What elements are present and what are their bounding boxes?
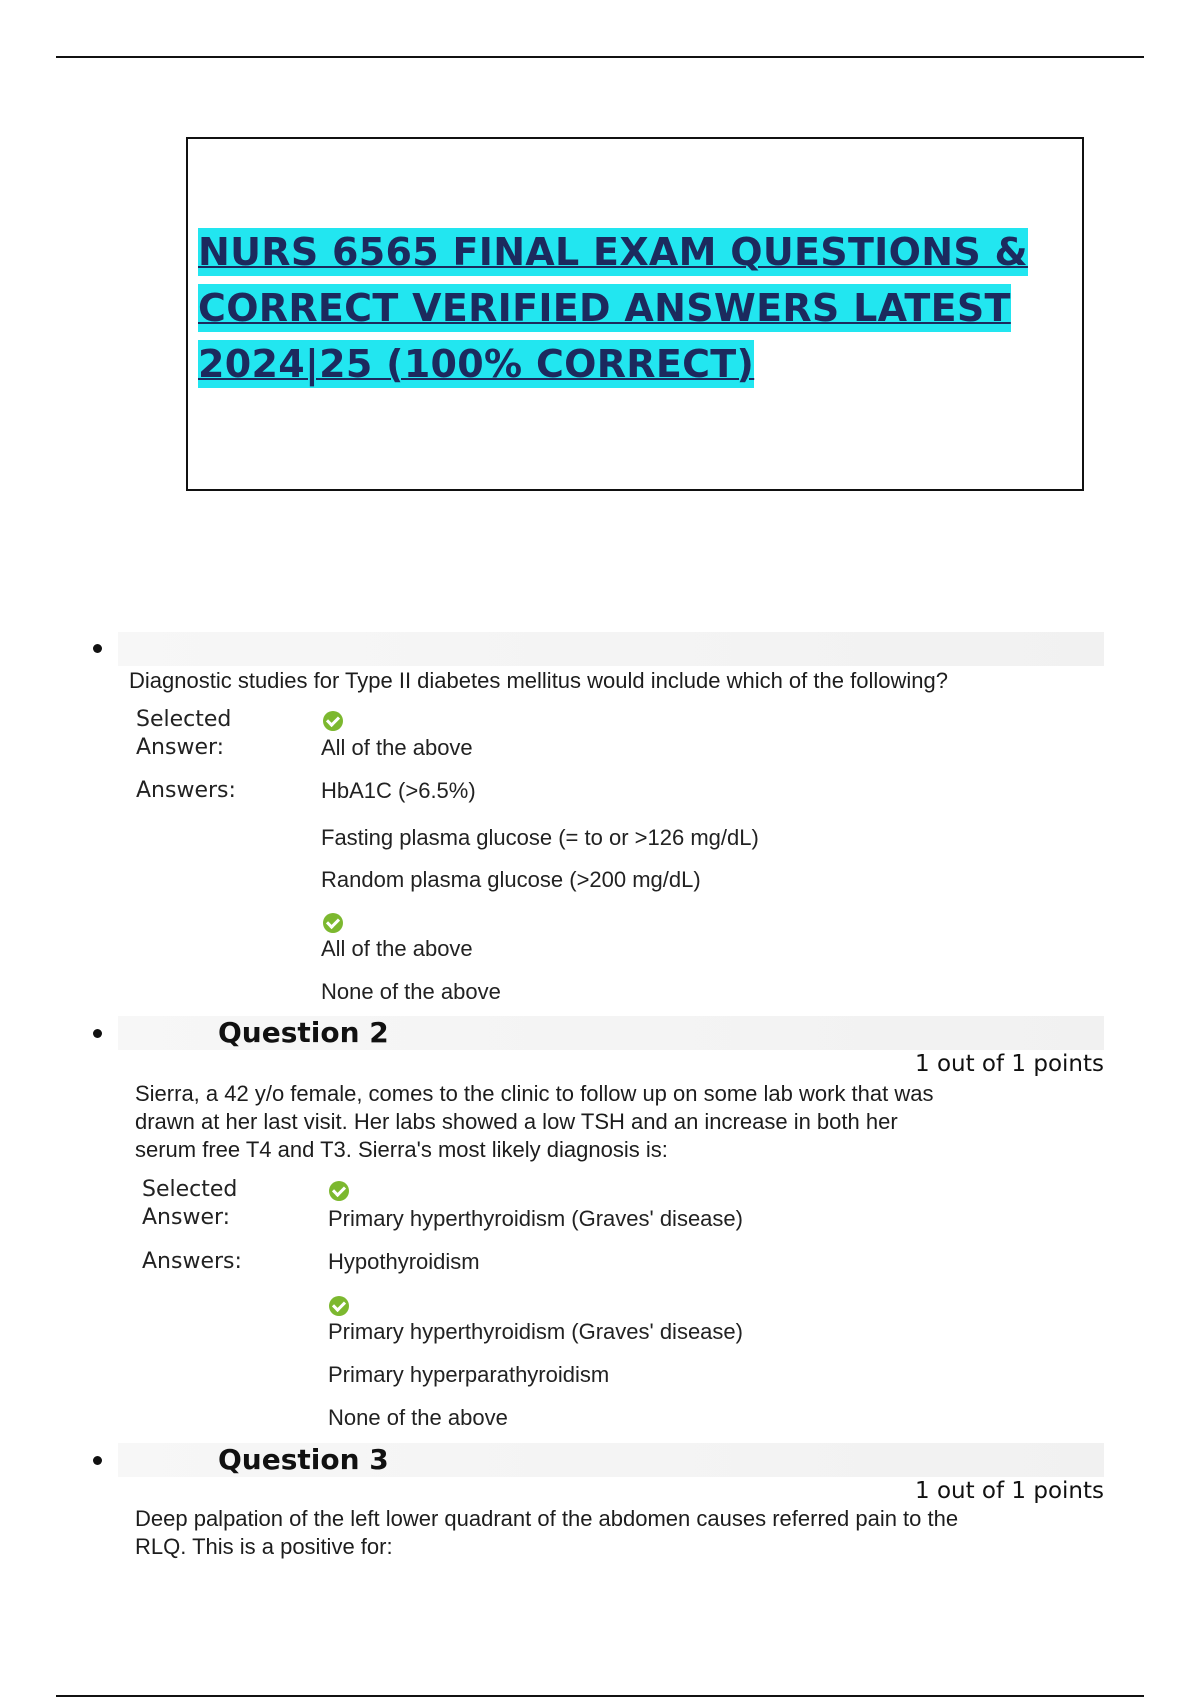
answer-option: None of the above [328, 1405, 508, 1430]
title-line-3: 2024|25 (100% CORRECT) [198, 342, 755, 386]
selected-label: Selected [142, 1177, 238, 1202]
question-1-header-band [118, 632, 1104, 666]
question-1-bullet [93, 644, 102, 653]
selected-label: Selected [136, 707, 232, 732]
title-box [186, 137, 1084, 491]
title-line-2: CORRECT VERIFIED ANSWERS LATEST [198, 286, 1011, 330]
answers-label: Answers: [136, 778, 236, 803]
answer-option: HbA1C (>6.5%) [321, 778, 476, 803]
answer-option-correct: Primary hyperthyroidism (Graves' disease) [328, 1319, 743, 1344]
question-2-points: 1 out of 1 points [915, 1051, 1104, 1077]
answer-label: Answer: [142, 1205, 231, 1230]
answer-option: Primary hyperparathyroidism [328, 1362, 610, 1387]
answer-option: Random plasma glucose (>200 mg/dL) [321, 867, 701, 892]
correct-check-icon [329, 1296, 349, 1316]
correct-check-icon [329, 1181, 349, 1201]
question-3-points: 1 out of 1 points [915, 1478, 1104, 1504]
correct-check-icon [323, 913, 343, 933]
question-2-text-line-1: Sierra, a 42 y/o female, comes to the clinic to follow up on some lab work that was [135, 1081, 934, 1106]
answer-option: Fasting plasma glucose (= to or >126 mg/dL) [321, 825, 759, 850]
question-3-bullet [93, 1456, 102, 1465]
selected-answer: Primary hyperthyroidism (Graves' disease) [328, 1206, 743, 1231]
question-3-text-line-2: RLQ. This is a positive for: [135, 1534, 393, 1559]
top-rule [56, 56, 1144, 58]
question-2-text [135, 1080, 934, 1164]
answers-label: Answers: [142, 1249, 242, 1274]
document-title [198, 224, 1073, 392]
question-2-text-line-2: drawn at her last visit. Her labs showed a low TSH and an increase in both her [135, 1109, 898, 1134]
answer-option: None of the above [321, 979, 501, 1004]
question-1-text: Diagnostic studies for Type II diabetes mellitus would include which of the following? [129, 668, 948, 693]
question-2-text-line-3: serum free T4 and T3. Sierra's most likely diagnosis is: [135, 1137, 668, 1162]
correct-check-icon [323, 711, 343, 731]
question-3-heading: Question 3 [218, 1443, 389, 1476]
answer-label: Answer: [136, 735, 225, 760]
question-3-text [135, 1505, 958, 1561]
answer-option: Hypothyroidism [328, 1249, 480, 1274]
title-line-1: NURS 6565 FINAL EXAM QUESTIONS & [198, 230, 1028, 274]
question-2-heading: Question 2 [218, 1016, 389, 1049]
selected-answer: All of the above [321, 735, 473, 760]
question-2-bullet [93, 1029, 102, 1038]
answer-option-correct: All of the above [321, 936, 473, 961]
question-3-text-line-1: Deep palpation of the left lower quadrant of the abdomen causes referred pain to the [135, 1506, 959, 1531]
bottom-rule [56, 1695, 1144, 1697]
